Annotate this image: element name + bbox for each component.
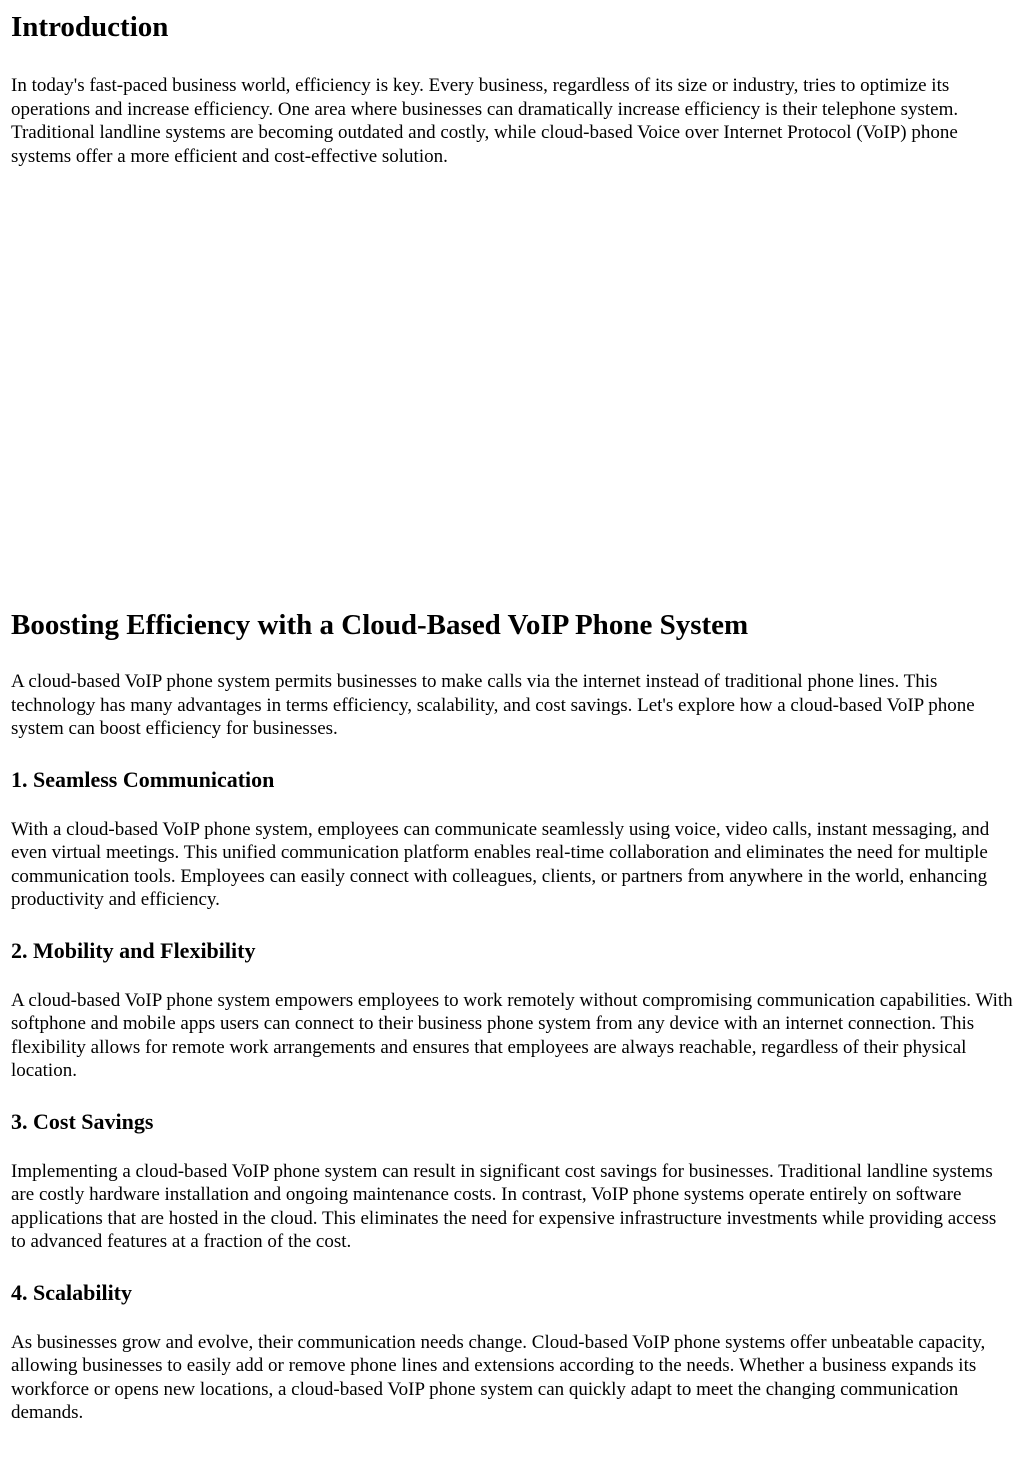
main-paragraph: A cloud-based VoIP phone system permits businesses to make calls via the internet instead of traditional phone lines. This technology has many advantages in terms efficiency, scalability, and cost savings. Let's explore how a cloud-based VoIP phone system can boost efficiency for businesses. xyxy=(11,671,975,739)
section-heading-scalability: 4. Scalability xyxy=(11,1279,133,1305)
article xyxy=(0,10,1024,1425)
section-paragraph-mobility-flexibility: A cloud-based VoIP phone system empowers employees to work remotely without compromising communication capabilities. With softphone and mobile apps users can connect to their business phone system from any device with an internet connection. This flexibility allows for remote work arrangements and ensures that employees are always reachable, regardless of their physical location. xyxy=(11,989,1013,1081)
blank-space xyxy=(11,168,1013,608)
section-paragraph-seamless-communication: With a cloud-based VoIP phone system, employees can communicate seamlessly using voice, video calls, instant messaging, and even virtual meetings. This unified communication platform enables real-time collaboration and eliminates the need for multiple communication tools. Employees can easily connect with colleagues, clients, or partners from anywhere in the world, enhancing productivity and efficiency. xyxy=(11,818,990,910)
section-heading-mobility-flexibility: 2. Mobility and Flexibility xyxy=(11,937,256,963)
main-heading: Boosting Efficiency with a Cloud-Based VoIP Phone System xyxy=(11,609,749,641)
section-paragraph-cost-savings: Implementing a cloud-based VoIP phone system can result in significant cost savings for businesses. Traditional landline systems are costly hardware installation and ongoing maintenance costs. In contrast, VoIP phone systems operate entirely on software applications that are hosted in the cloud. This eliminates the need for expensive infrastructure investments while providing access to advanced features at a fraction of the cost. xyxy=(11,1160,997,1252)
section-heading-cost-savings: 3. Cost Savings xyxy=(11,1108,154,1134)
intro-heading: Introduction xyxy=(11,11,169,43)
section-heading-seamless-communication: 1. Seamless Communication xyxy=(11,766,275,792)
intro-paragraph: In today's fast-paced business world, efficiency is key. Every business, regardless of its size or industry, tries to optimize its operations and increase efficiency. One area where businesses can dramatically increase efficiency is their telephone system. Traditional landline systems are becoming outdated and costly, while cloud-based Voice over Internet Protocol (VoIP) phone systems offer a more efficient and cost-effective solution. xyxy=(11,75,959,167)
section-paragraph-scalability: As businesses grow and evolve, their communication needs change. Cloud-based VoIP phone systems offer unbeatable capacity, allowing businesses to easily add or remove phone lines and extensions according to the needs. Whether a business expands its workforce or opens new locations, a cloud-based VoIP phone system can quickly adapt to meet the changing communication demands. xyxy=(11,1331,986,1423)
